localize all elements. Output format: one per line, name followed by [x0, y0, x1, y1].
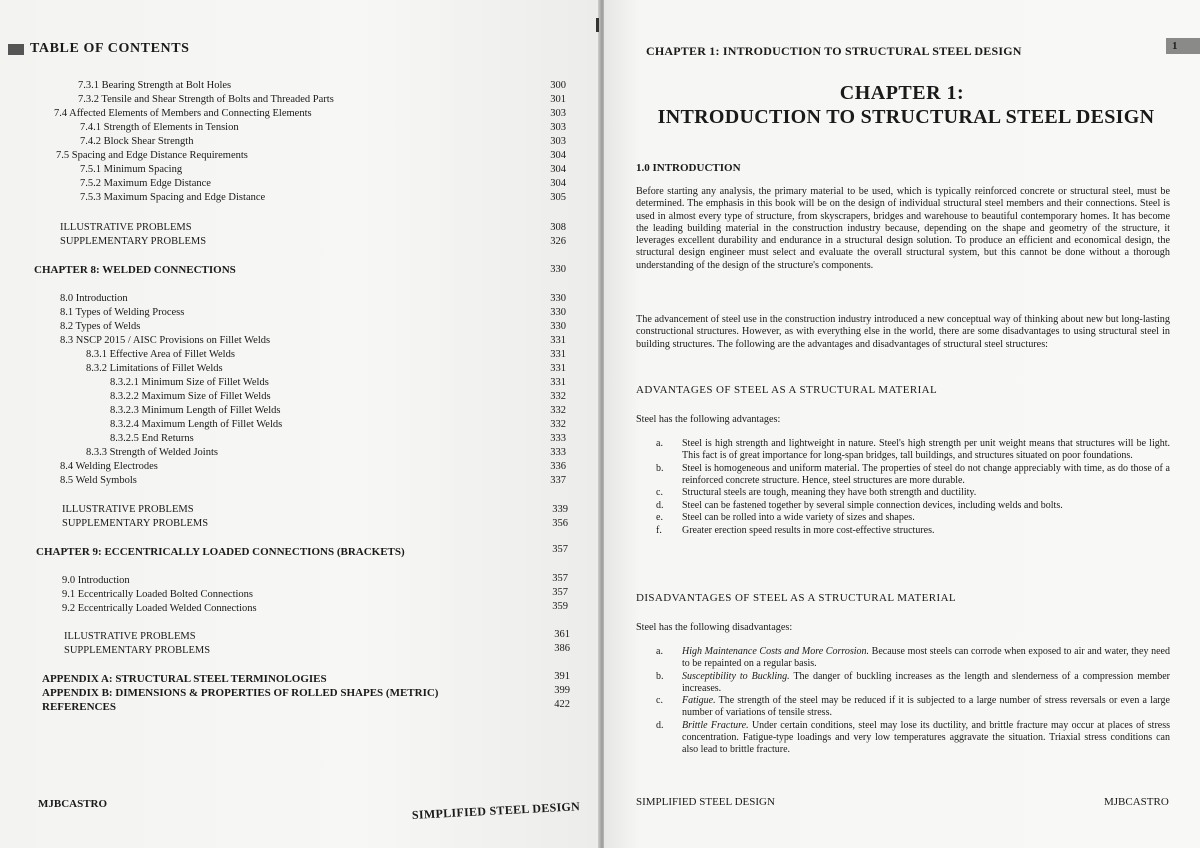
toc-entry[interactable]: 8.3 NSCP 2015 / AISC Provisions on Fillet Welds [60, 335, 271, 346]
toc-entry[interactable]: 8.3.2.3 Minimum Length of Fillet Welds [110, 405, 281, 416]
toc-page-number: 303 [550, 136, 566, 147]
list-item: f. Greater erection speed results in more cost-effective structures. [656, 524, 935, 536]
toc-entry[interactable]: 8.4 Welding Electrodes [60, 461, 158, 472]
toc-page-number: 391 [554, 671, 570, 682]
footer-book-title: SIMPLIFIED STEEL DESIGN [636, 796, 775, 808]
footer-book-title: SIMPLIFIED STEEL DESIGN [411, 799, 581, 822]
toc-entry[interactable]: SUPPLEMENTARY PROBLEMS [62, 518, 209, 529]
toc-references[interactable]: REFERENCES [42, 701, 116, 713]
toc-page-number: 386 [554, 643, 570, 654]
toc-chapter-heading[interactable]: CHAPTER 9: ECCENTRICALLY LOADED CONNECTIONS (BRACKETS) [36, 546, 405, 558]
toc-page-number: 308 [550, 222, 566, 233]
toc-entry[interactable]: 8.3.2 Limitations of Fillet Welds [86, 363, 223, 374]
toc-page-number: 361 [554, 629, 570, 640]
list-item: a. High Maintenance Costs and More Corrosion. Because most steels can corrode when exposed to air and water, they need to be repainted on a regular basis. [656, 646, 1170, 669]
toc-entry[interactable]: SUPPLEMENTARY PROBLEMS [64, 645, 211, 656]
section-heading: 1.0 INTRODUCTION [636, 162, 741, 174]
list-item: b. Steel is homogeneous and uniform material. The properties of steel do not change appreciably with time, as do those of a reinforced concrete structure. Hence, steel structures are more durable. [656, 462, 1170, 486]
toc-entry[interactable]: 8.3.2.5 End Returns [110, 433, 194, 444]
toc-page-number: 331 [550, 349, 566, 360]
list-item: b. Susceptibility to Buckling. The danger of buckling increases as the length and slenderness of a compression member increases. [656, 670, 1171, 694]
advantages-intro: Steel has the following advantages: [636, 414, 781, 425]
toc-entry[interactable]: 7.5 Spacing and Edge Distance Requirements [56, 150, 248, 161]
intro-paragraph-1: Before starting any analysis, the primary material to be used, which is typically reinforced concrete or structural steel, must be determined. The emphasis in this book will be on the design of individual structural steel members and their connections. Steel is used in almost every type of structure, from skyscrapers, bridges and warehouse to beautiful contemporary homes. It has become the leading building material in the construction industry because, depending on the shape and geometry of the structure, it leverages excellent durability and endurance in a structural design solution. To produce an efficient and economical design, the structural design engineer must select and evaluate the overall structural system, but this cannot be done without a thorough understanding of the design of the structure's components. [636, 186, 1170, 271]
toc-page-number: 300 [550, 80, 566, 91]
right-page [604, 0, 1200, 848]
toc-page-number: 359 [552, 601, 568, 612]
toc-entry[interactable]: 7.4.2 Block Shear Strength [80, 136, 194, 147]
list-item: d. Steel can be fastened together by several simple connection devices, including welds and bolts. [656, 499, 1063, 511]
toc-page-number: 357 [552, 573, 568, 584]
toc-page-number: 304 [550, 178, 566, 189]
toc-entry[interactable]: 8.2 Types of Welds [60, 321, 141, 332]
toc-page-number: 422 [554, 699, 570, 710]
toc-chapter-heading[interactable]: CHAPTER 8: WELDED CONNECTIONS [34, 264, 236, 276]
toc-page-number: 326 [550, 236, 566, 247]
page-number: 1 [1166, 38, 1200, 54]
toc-page-number: 305 [550, 192, 566, 203]
toc-entry[interactable]: 9.1 Eccentrically Loaded Bolted Connections [62, 589, 253, 600]
toc-entry[interactable]: 7.4.1 Strength of Elements in Tension [80, 122, 239, 133]
list-item: d. Brittle Fracture. Under certain conditions, steel may lose its ductility, and brittle fracture may occur at places of stress concentration. Fatigue-type loadings and very low temperatures aggravate the situation. Triaxial stress conditions can also lead to brittle fracture. [656, 719, 1170, 755]
toc-page-number: 356 [552, 518, 568, 529]
intro-paragraph-2: The advancement of steel use in the construction industry introduced a new conceptual way of thinking about new but long-lasting constructional structures. However, as with everything else in the world, there are some disadvantages to using structural steel in building structures. The following are the advantages and disadvantages of structural steel structures: [636, 314, 1170, 350]
chapter-title-line1: CHAPTER 1: [839, 82, 965, 104]
toc-entry[interactable]: 7.5.2 Maximum Edge Distance [80, 178, 211, 189]
disadvantages-heading: DISADVANTAGES OF STEEL AS A STRUCTURAL MATERIAL [636, 592, 957, 604]
toc-entry[interactable]: 7.4 Affected Elements of Members and Connecting Elements [54, 108, 312, 119]
toc-appendix[interactable]: APPENDIX A: STRUCTURAL STEEL TERMINOLOGIES [42, 673, 327, 685]
list-item: a. Steel is high strength and lightweight in nature. Steel's high strength per unit weight means that structures will be light. This fact is of great importance for long-span bridges, tall buildings, and structures situated on poor foundations. [656, 438, 1170, 461]
toc-page-number: 303 [550, 122, 566, 133]
running-header: CHAPTER 1: INTRODUCTION TO STRUCTURAL STEEL DESIGN [646, 44, 1022, 58]
toc-page-number: 332 [550, 405, 566, 416]
toc-entry[interactable]: 8.3.3 Strength of Welded Joints [86, 447, 218, 458]
toc-entry[interactable]: 7.5.1 Minimum Spacing [80, 164, 183, 175]
toc-entry[interactable]: 9.0 Introduction [62, 575, 130, 586]
advantages-heading: ADVANTAGES OF STEEL AS A STRUCTURAL MATERIAL [636, 384, 938, 396]
list-item: c. Structural steels are tough, meaning they have both strength and ductility. [656, 487, 977, 498]
toc-page-number: 357 [552, 544, 568, 555]
toc-entry[interactable]: 8.5 Weld Symbols [60, 475, 137, 486]
toc-page-number: 332 [550, 391, 566, 402]
toc-entry[interactable]: 8.3.2.2 Maximum Size of Fillet Welds [110, 391, 271, 402]
toc-entry[interactable]: 7.3.2 Tensile and Shear Strength of Bolts and Threaded Parts [78, 94, 334, 105]
toc-page-number: 399 [554, 685, 570, 696]
toc-entry[interactable]: ILLUSTRATIVE PROBLEMS [62, 504, 194, 515]
toc-page-number: 330 [550, 264, 566, 275]
toc-page-number: 357 [552, 587, 568, 598]
toc-page-number: 304 [550, 164, 566, 175]
toc-page-number: 331 [550, 335, 566, 346]
disadvantages-list [656, 646, 1170, 756]
toc-entry[interactable]: ILLUSTRATIVE PROBLEMS [60, 222, 192, 233]
toc-page-number: 331 [550, 377, 566, 388]
toc-header [8, 41, 190, 57]
toc-entry[interactable]: 7.3.1 Bearing Strength at Bolt Holes [78, 80, 232, 91]
toc-page-number: 301 [550, 94, 566, 105]
toc-title: TABLE OF CONTENTS [30, 41, 190, 56]
footer-author: MJBCASTRO [38, 798, 108, 810]
toc-page-number: 330 [550, 321, 566, 332]
header-marker [8, 44, 24, 55]
disadvantages-intro: Steel has the following disadvantages: [636, 622, 793, 633]
toc-entry[interactable]: ILLUSTRATIVE PROBLEMS [64, 631, 196, 642]
toc-page-number: 336 [550, 461, 566, 472]
toc-entry[interactable]: SUPPLEMENTARY PROBLEMS [60, 236, 207, 247]
toc-page-number: 333 [550, 447, 566, 458]
toc-page-number: 339 [552, 504, 568, 515]
toc-appendix[interactable]: APPENDIX B: DIMENSIONS & PROPERTIES OF ROLLED SHAPES (METRIC) [42, 687, 439, 699]
toc-entry[interactable]: 8.3.2.4 Maximum Length of Fillet Welds [110, 419, 283, 430]
toc-entry[interactable]: 7.5.3 Maximum Spacing and Edge Distance [80, 192, 266, 203]
toc-page-number: 304 [550, 150, 566, 161]
toc-page-number: 332 [550, 419, 566, 430]
list-item: e. Steel can be rolled into a wide variety of sizes and shapes. [656, 512, 915, 523]
toc-page-number: 333 [550, 433, 566, 444]
toc-page-number: 337 [550, 475, 566, 486]
toc-entry[interactable]: 8.3.1 Effective Area of Fillet Welds [86, 349, 235, 360]
toc-entry[interactable]: 8.1 Types of Welding Process [60, 307, 185, 318]
chapter-title-line2: INTRODUCTION TO STRUCTURAL STEEL DESIGN [657, 106, 1155, 128]
toc-entry[interactable]: 8.3.2.1 Minimum Size of Fillet Welds [110, 377, 269, 388]
list-item: c. Fatigue. The strength of the steel may be reduced if it is subjected to a large number of stress reversals or even a large number of variations of tensile stress. [656, 695, 1170, 718]
footer-author: MJBCASTRO [1104, 796, 1169, 808]
advantages-list [656, 438, 1170, 537]
spine-mark [596, 18, 599, 32]
toc-page-number: 331 [550, 363, 566, 374]
toc-entry[interactable]: 9.2 Eccentrically Loaded Welded Connections [62, 603, 257, 614]
toc-page-number: 330 [550, 307, 566, 318]
toc-page-number: 303 [550, 108, 566, 119]
toc-entry[interactable]: 8.0 Introduction [60, 293, 128, 304]
toc-page-number: 330 [550, 293, 566, 304]
